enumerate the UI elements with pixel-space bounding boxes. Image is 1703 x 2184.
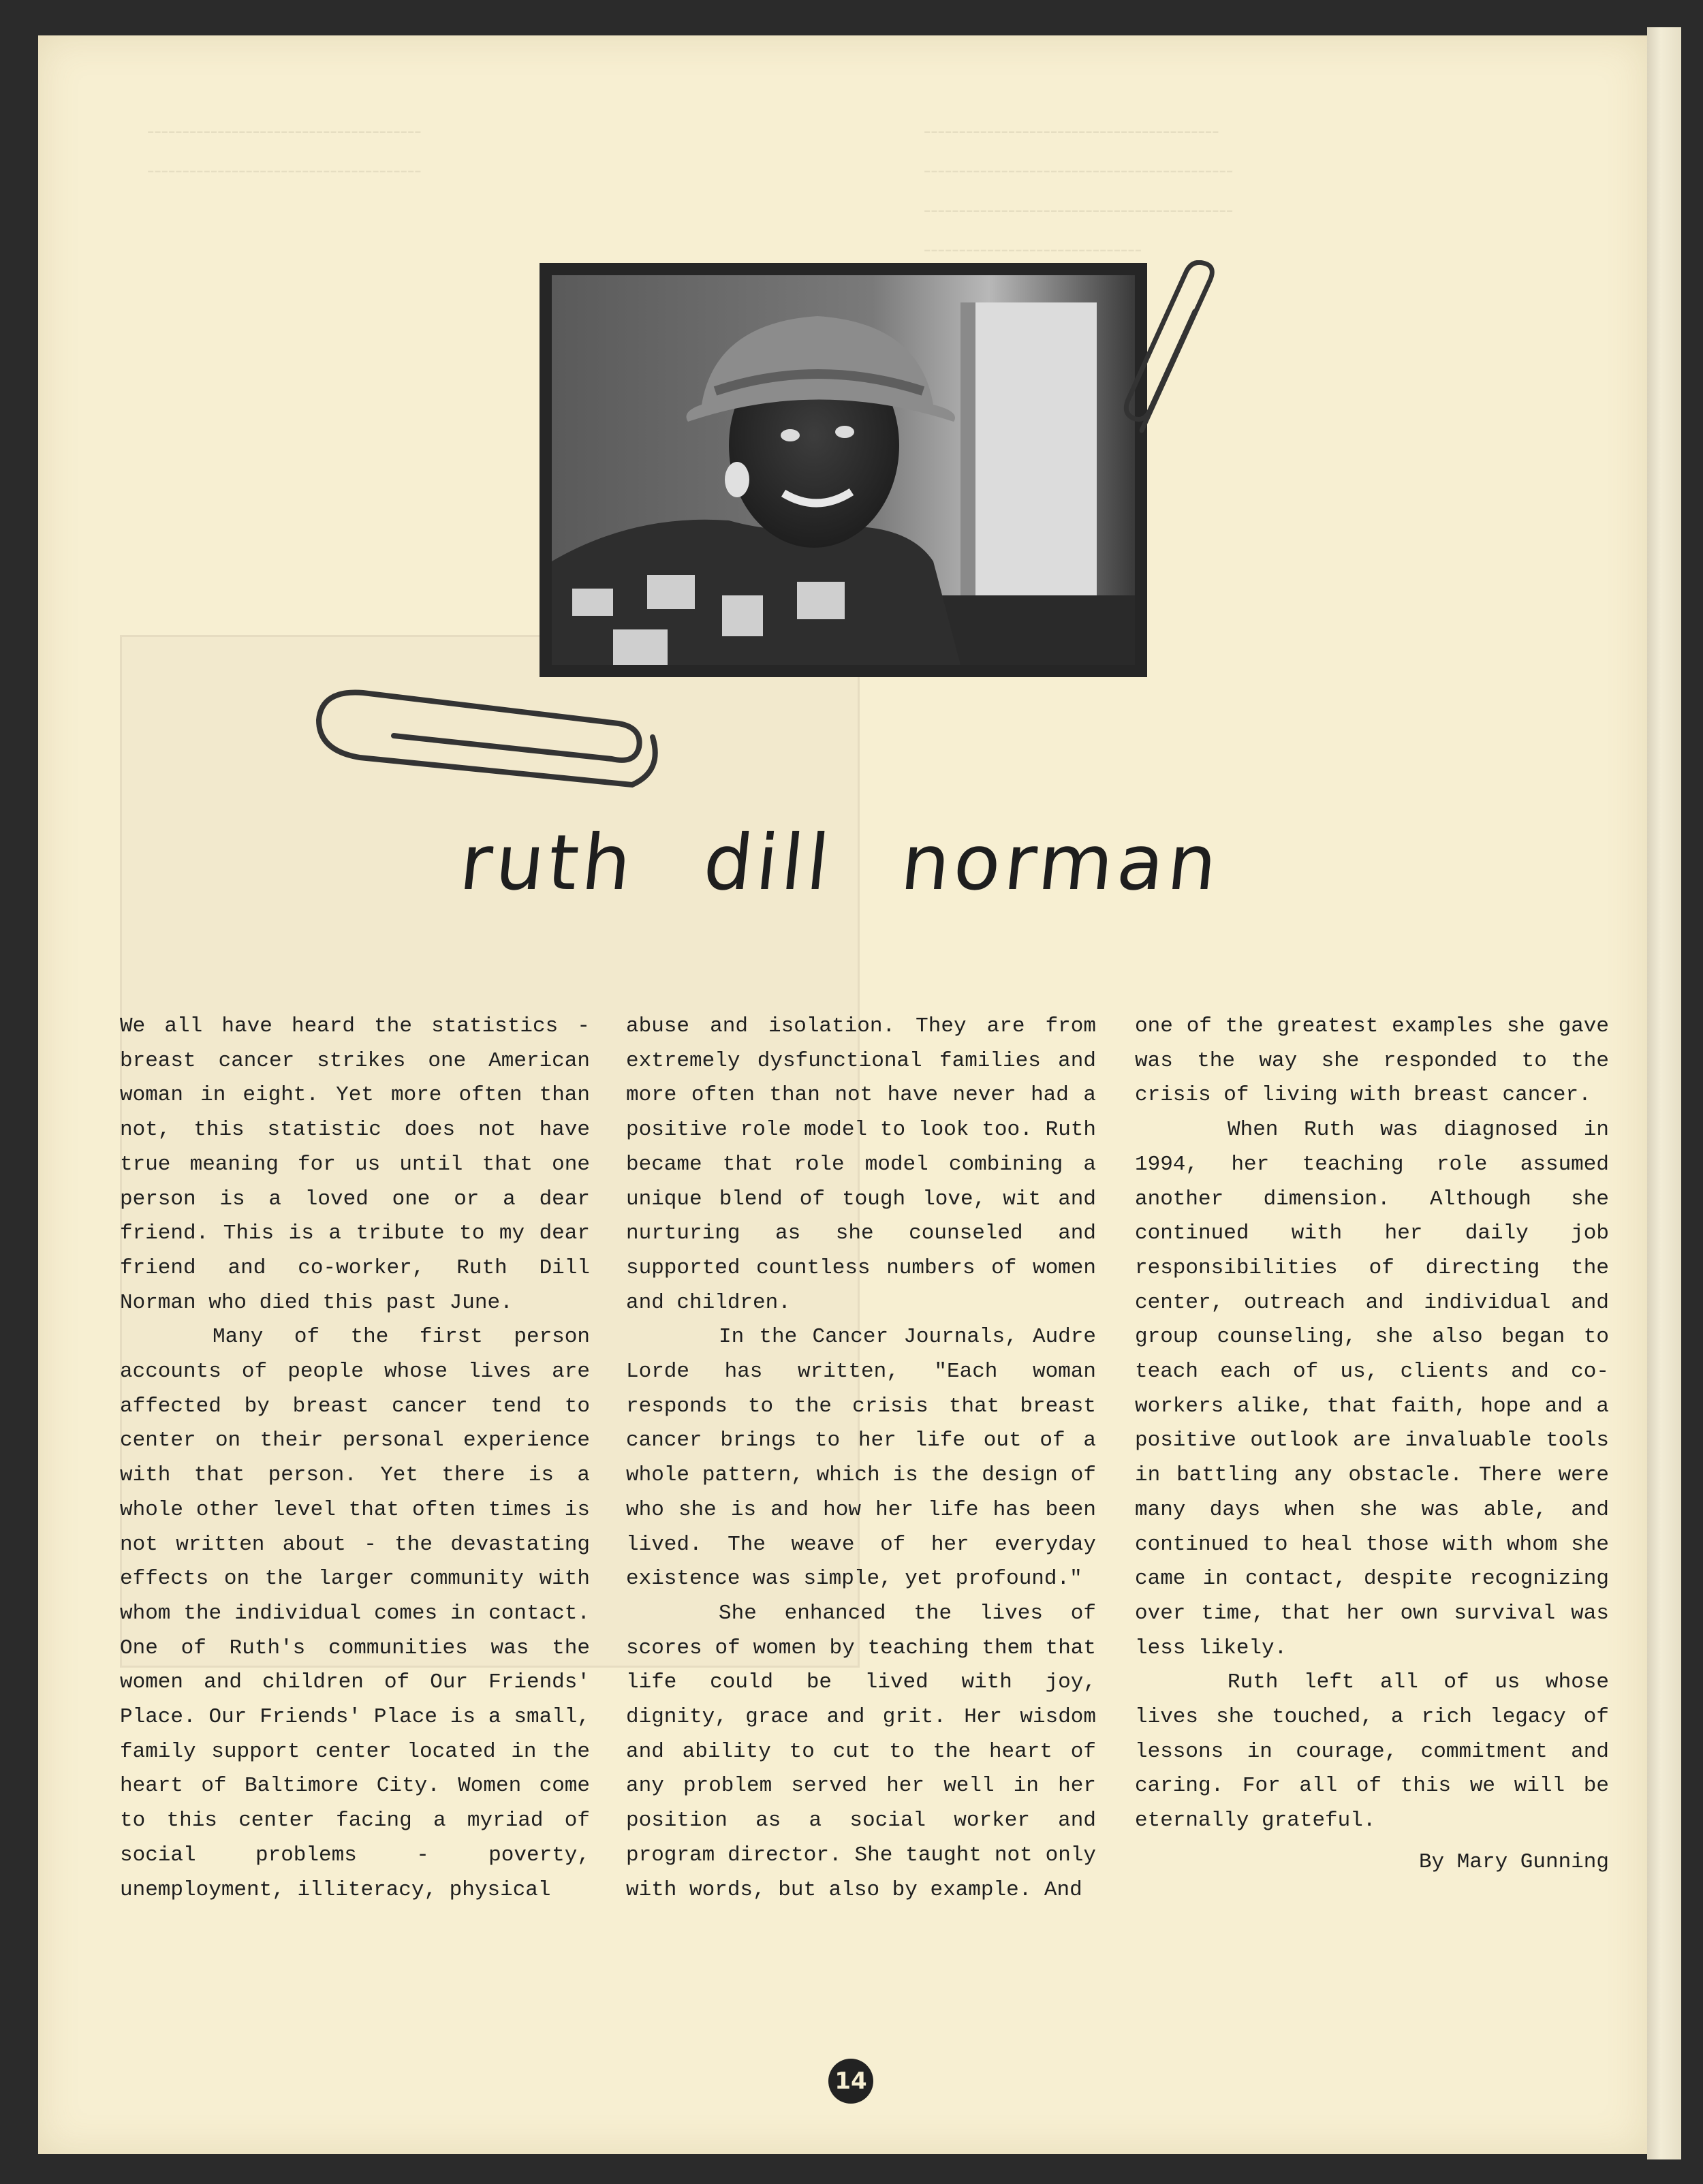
paragraph: Ruth left all of us whose lives she touched, a rich legacy of lessons in courage, commitment and caring. For all of this we will be eternally grateful.: [1135, 1670, 1609, 1833]
article-column-2: [626, 1010, 1096, 1907]
paragraph: She enhanced the lives of scores of women by teaching them that life could be lived with joy, dignity, grace and grit. Her wisdom and ability to cut to the heart of any problem served her well in her position as a social worker and program director. She taught not only with words, but also by example. And: [626, 1601, 1096, 1902]
show-through-text: --------------------------------------- ---------------------------------------: [147, 118, 422, 181]
page-number-badge: 14: [828, 2059, 873, 2104]
magazine-page: [38, 35, 1647, 2154]
paperclip-icon: [298, 655, 666, 812]
book-gutter: [1647, 27, 1681, 2159]
paperclip-icon: [1114, 260, 1237, 451]
article-column-1: [120, 1010, 590, 1907]
article-byline: By Mary Gunning: [1418, 1850, 1609, 1874]
paragraph: abuse and isolation. They are from extremely dysfunctional families and more often than not have never had a positive role model to look too. Ruth became that role model combining a unique blend of tough love, wit and nurturing as she counseled and supported countless numbers of women and children.: [626, 1014, 1096, 1315]
article-column-3: [1135, 1010, 1609, 1880]
portrait-photo: [540, 263, 1147, 677]
paragraph: Many of the first person accounts of people whose lives are affected by breast cancer tend to center on their personal experience with that person. Yet there is a whole other level that often times is not written about - the devastating effects on the larger community with whom the individual comes in contact. One of Ruth's communities was the women and children of Our Friends' Place. Our Friends' Place is a small, family support center located in the heart of Baltimore City. Women come to this center facing a myriad of social problems - poverty, unemployment, illiteracy, physical: [120, 1325, 590, 1902]
paragraph: We all have heard the statistics - breast cancer strikes one American woman in eight. Yet more often than not, this statistic does not have true meaning for us until that one person is a loved one or a dear friend. This is a tribute to my dear friend and co-worker, Ruth Dill Norman who died this past June.: [120, 1014, 590, 1315]
paragraph: When Ruth was diagnosed in 1994, her teaching role assumed another dimension. Although she continued with her daily job responsibilities of directing the center, outreach and individual and group counseling, she also began to teach each of us, clients and co-workers alike, that faith, hope and a positive outlook are invaluable tools in battling any obstacle. There were many days when she was able, and continued to heal those with whom she came in contact, despite recognizing over time, that her own survival was less likely.: [1135, 1118, 1609, 1660]
paragraph: one of the greatest examples she gave was the way she responded to the crisis of living with breast cancer.: [1135, 1014, 1609, 1108]
paragraph: In the Cancer Journals, Audre Lorde has written, "Each woman responds to the crisis that breast cancer brings to her life out of a whole pattern, which is the design of who she is and how her life has been lived. The weave of her everyday existence was simple, yet profound.": [626, 1325, 1096, 1591]
show-through-text: ------------------------------------------ -------------------------------------------- -------------------------------------------- -------------------------------: [924, 118, 1234, 260]
article-title: ruth dill norman: [456, 819, 1225, 907]
